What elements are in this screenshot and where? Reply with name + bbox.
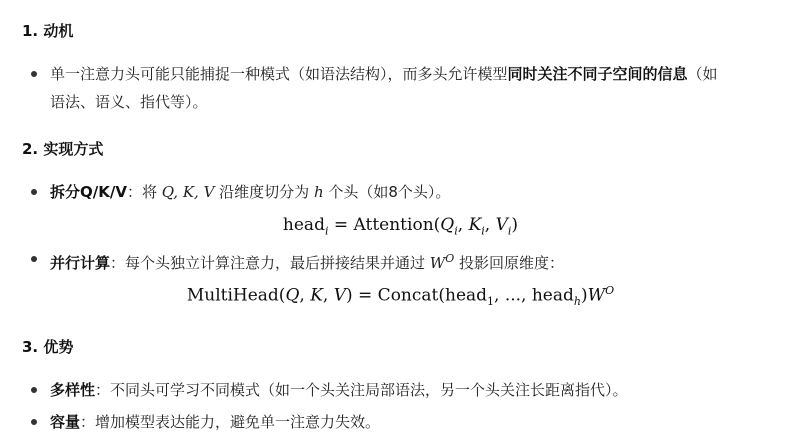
bullet-dot — [31, 189, 37, 195]
parallel-label: 并行计算 — [50, 254, 111, 272]
list-item-motivation — [50, 60, 781, 116]
list-item-split-qkv — [50, 178, 781, 206]
motivation-text-post: （如 — [687, 65, 718, 83]
split-qkv-text-pre: ：将 — [126, 183, 162, 201]
split-qkv-math-h: h — [313, 183, 324, 201]
equation-head-attention: head$_i$ = $Attention(Q_i$, $K_i$, $V_i$) — [282, 215, 519, 238]
section-heading-motivation: 1. 动机 — [22, 22, 74, 40]
bullet-dot — [31, 256, 37, 262]
split-qkv-label: 拆分Q/K/V — [50, 183, 127, 201]
parallel-text-pre: ：每个头独立计算注意力，最后拼接结果并通过 — [110, 254, 430, 272]
split-qkv-math-qkv: Q, K, V — [161, 183, 215, 201]
capacity-label: 容量 — [50, 413, 81, 431]
parallel-math-w: W — [429, 254, 446, 272]
motivation-text-pre: 单一注意力头可能只能捕捉一种模式（如语法结构），而多头允许模型 — [50, 65, 508, 83]
parallel-math-sup: O — [445, 252, 455, 265]
motivation-text-line2: 语法、语义、指代等）。 — [50, 93, 208, 111]
section-heading-implementation: 2. 实现方式 — [22, 140, 104, 158]
capacity-text: ：增加模型表达能力，避免单一注意力失效。 — [80, 413, 381, 431]
list-item-parallel — [50, 245, 781, 277]
section-heading-advantages: 3. 优势 — [22, 338, 74, 356]
list-item-capacity — [50, 408, 781, 436]
diversity-label: 多样性 — [50, 381, 96, 399]
split-qkv-text-mid: 沿维度切分为 — [214, 183, 314, 201]
bullet-dot — [31, 387, 37, 393]
parallel-text-post: 投影回原维度： — [454, 254, 565, 272]
motivation-text-bold: 同时关注不同子空间的信息 — [507, 65, 688, 83]
bullet-dot — [31, 419, 37, 425]
bullet-dot — [31, 71, 37, 77]
split-qkv-text-post: 个头（如8个头）。 — [323, 183, 451, 201]
diversity-text: ：不同头可学习不同模式（如一个头关注局部语法，另一个头关注长距离指代）。 — [95, 381, 628, 399]
list-item-diversity — [50, 376, 781, 404]
equation-multihead: MultiHead(Q, K, V) = Concat(head$_1$, ..., $head_h)W^O$ — [186, 284, 615, 309]
